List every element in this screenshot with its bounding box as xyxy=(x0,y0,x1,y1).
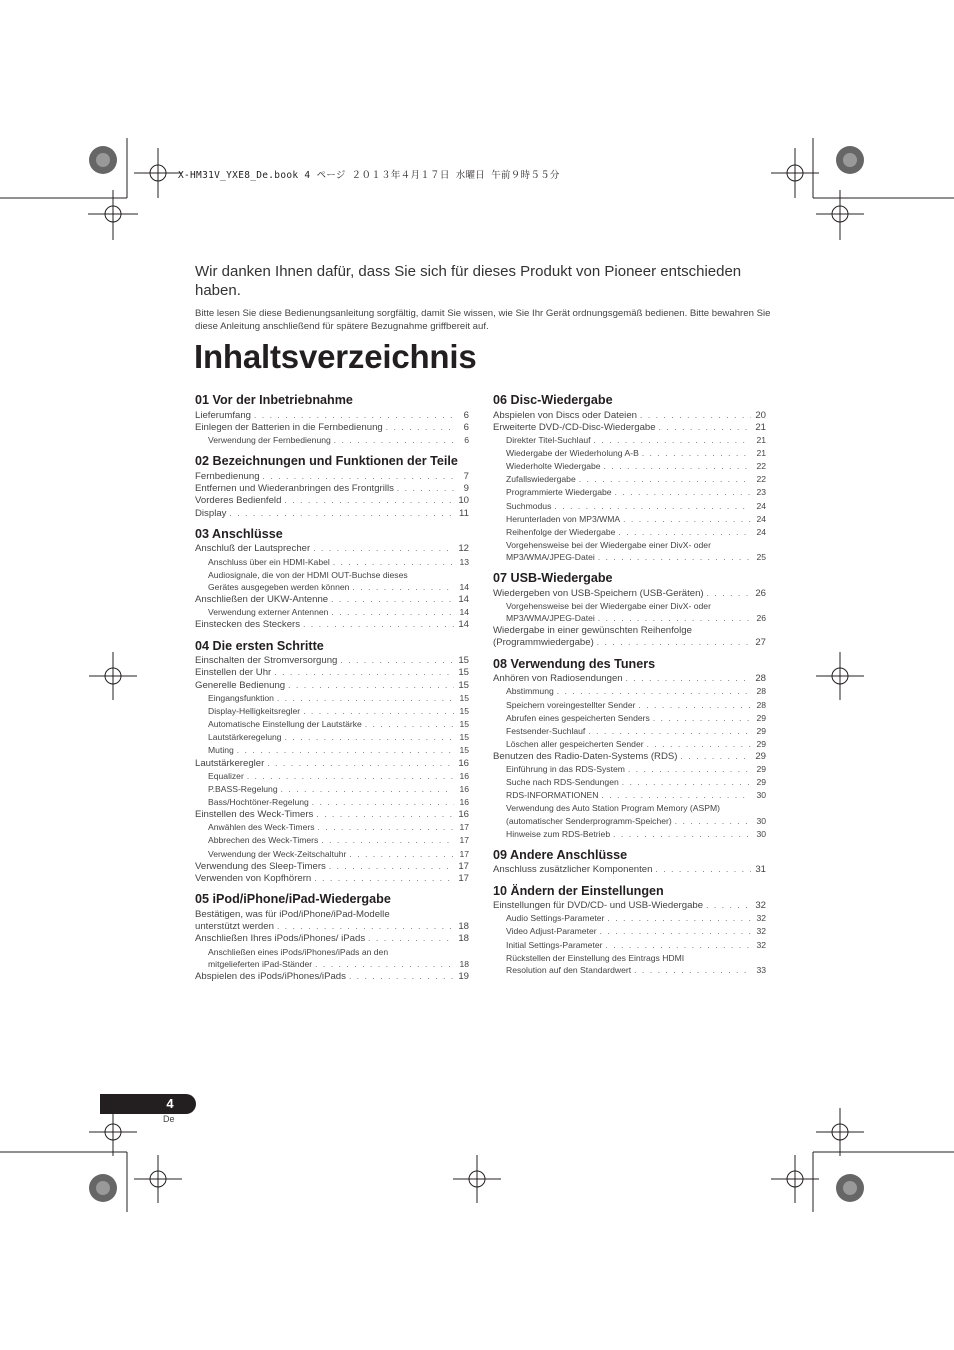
leader-dots xyxy=(237,745,454,757)
leader-dots xyxy=(653,713,751,725)
leader-dots xyxy=(554,501,751,513)
toc-entry-line: Wiedergabe in einer gewünschten Reihenfolge xyxy=(493,625,692,637)
toc-entry-title: Automatische Einstellung der Lautstärke xyxy=(208,719,362,730)
toc-page-number: 28 xyxy=(756,686,766,697)
toc-page-number: 23 xyxy=(756,487,766,498)
toc-entry-title: Suche nach RDS-Sendungen xyxy=(506,777,619,788)
toc-entry-title: Benutzen des Radio-Daten-Systems (RDS) xyxy=(493,750,678,762)
toc-entry-title: Lautstärkeregler xyxy=(195,757,265,769)
leader-dots xyxy=(605,940,751,952)
toc-subentry[interactable] xyxy=(195,848,469,861)
toc-page-number: 26 xyxy=(756,612,766,623)
toc-entry[interactable] xyxy=(195,809,469,821)
toc-entry-title: Programmierte Wiedergabe xyxy=(506,487,612,498)
toc-page-number: 22 xyxy=(756,474,766,485)
toc-entry-title: (automatischer Senderprogramm-Speicher) xyxy=(506,815,672,826)
toc-entry-line: Vorgehensweise bei der Wiedergabe einer DivX- oder xyxy=(506,539,711,550)
toc-entry[interactable] xyxy=(195,483,469,495)
toc-entry-title: Einstecken des Steckers xyxy=(195,619,301,631)
toc-entry-title: Equalizer xyxy=(208,770,244,781)
toc-page-number: 24 xyxy=(756,500,766,511)
section-title: 06 Disc-Wiedergabe xyxy=(493,393,613,407)
toc-page-number: 6 xyxy=(464,435,469,446)
leader-dots xyxy=(647,739,751,751)
leader-dots xyxy=(316,809,454,821)
toc-page-number: 21 xyxy=(756,448,766,459)
leader-dots xyxy=(675,816,751,828)
toc-subentry[interactable] xyxy=(195,434,469,447)
leader-dots xyxy=(318,822,454,834)
toc-entry-title: Muting xyxy=(208,745,234,756)
toc-subentry[interactable] xyxy=(493,939,766,952)
toc-entry-title: Resolution auf den Standardwert xyxy=(506,964,632,975)
toc-entry[interactable] xyxy=(493,751,766,763)
toc-entry[interactable] xyxy=(195,971,469,983)
leader-dots xyxy=(634,965,751,977)
toc-entry-line: Anschließen eines iPods/iPhones/iPads an den xyxy=(208,946,389,957)
toc-page-number: 17 xyxy=(459,835,469,846)
toc-page-number: 25 xyxy=(756,551,766,562)
section-title: 05 iPod/iPhone/iPad-Wiedergabe xyxy=(195,892,391,907)
toc-entry[interactable] xyxy=(493,864,766,876)
toc-entry[interactable] xyxy=(195,680,469,692)
toc-page-number: 16 xyxy=(458,757,469,769)
leader-dots xyxy=(303,706,454,718)
toc-entry-title: Initial Settings-Parameter xyxy=(506,939,603,950)
toc-entry-title: Anhören von Radiosendungen xyxy=(493,673,623,685)
leader-dots xyxy=(642,448,751,460)
leader-dots xyxy=(368,933,454,945)
toc-entry-title: Verwendung des Sleep-Timers xyxy=(195,860,326,872)
leader-dots xyxy=(623,514,751,526)
toc-page-number: 32 xyxy=(755,900,766,912)
toc-subentry[interactable] xyxy=(493,526,766,539)
toc-page-number: 19 xyxy=(458,970,469,982)
toc-entry-title: Fernbedienung xyxy=(195,470,260,482)
toc-subentry[interactable] xyxy=(493,738,766,751)
toc-page-number: 6 xyxy=(463,421,469,433)
toc-page-number: 21 xyxy=(755,421,766,433)
toc-subentry[interactable] xyxy=(493,434,766,447)
toc-page-number: 17 xyxy=(458,860,469,872)
toc-entry[interactable] xyxy=(195,758,469,770)
leader-dots xyxy=(277,693,454,705)
toc-subentry[interactable] xyxy=(493,513,766,526)
toc-entry-line: Verwendung des Auto Station Program Memory (ASPM) xyxy=(506,803,720,814)
toc-page-number: 14 xyxy=(458,593,469,605)
section-title: 07 USB-Wiedergabe xyxy=(493,571,613,586)
toc-page-number: 15 xyxy=(459,706,469,717)
toc-subentry[interactable] xyxy=(195,783,469,796)
leader-dots xyxy=(288,680,454,692)
toc-entry-title: Anschluss zusätzlicher Komponenten xyxy=(493,864,653,876)
leader-dots xyxy=(655,864,751,876)
toc-entry-title: Vorderes Bedienfeld xyxy=(195,495,282,507)
toc-entry-title: RDS-INFORMATIONEN xyxy=(506,790,599,801)
toc-page-number: 33 xyxy=(756,964,766,975)
leader-dots xyxy=(313,543,454,555)
leader-dots xyxy=(706,900,751,912)
toc-entry-title: Einstellen des Weck-Timers xyxy=(195,809,314,821)
toc-subentry[interactable] xyxy=(493,685,766,698)
toc-subentry[interactable] xyxy=(493,486,766,499)
toc-entry-title: Verwendung der Fernbedienung xyxy=(208,435,331,446)
toc-entry[interactable] xyxy=(493,588,766,600)
toc-entry-title: Direkter Titel-Suchlauf xyxy=(506,435,591,446)
leader-dots xyxy=(267,758,454,770)
toc-subentry[interactable] xyxy=(493,776,766,789)
toc-entry-title: Speichern voreingestellter Sender xyxy=(506,699,636,710)
toc-entry-title: Audio Settings-Parameter xyxy=(506,913,605,924)
print-header: X-HM31V_YXE8_De.book 4 ページ ２０１３年４月１７日 水曜日 午前９時５５分 xyxy=(178,170,560,181)
leader-dots xyxy=(607,913,751,925)
toc-entry-title: Abspielen des iPods/iPhones/iPads xyxy=(195,970,346,982)
toc-subentry[interactable] xyxy=(493,964,766,977)
leader-dots xyxy=(277,921,454,933)
leader-dots xyxy=(604,461,751,473)
toc-subentry[interactable] xyxy=(493,460,766,473)
toc-entry[interactable] xyxy=(195,422,469,434)
toc-subentry[interactable] xyxy=(493,815,766,828)
toc-entry-line: Vorgehensweise bei der Wiedergabe einer DivX- oder xyxy=(506,600,711,611)
leader-dots xyxy=(321,835,454,847)
toc-entry-title: unterstützt werden xyxy=(195,921,274,933)
leader-dots xyxy=(329,861,454,873)
toc-subentry[interactable] xyxy=(195,770,469,783)
toc-page-number: 32 xyxy=(756,913,766,924)
toc-page-number: 15 xyxy=(459,693,469,704)
leader-dots xyxy=(628,764,751,776)
leader-dots xyxy=(274,667,454,679)
toc-entry-title: Bass/Hochtöner-Regelung xyxy=(208,796,309,807)
toc-entry[interactable] xyxy=(195,594,469,606)
toc-entry-line: Bestätigen, was für iPod/iPhone/iPad-Modelle xyxy=(195,908,390,920)
toc-page-number: 16 xyxy=(459,796,469,807)
toc-entry-title: Abstimmung xyxy=(506,686,554,697)
leader-dots xyxy=(626,673,751,685)
toc-entry[interactable] xyxy=(493,637,766,649)
toc-subentry[interactable] xyxy=(493,712,766,725)
leader-dots xyxy=(397,483,454,495)
toc-right-column xyxy=(493,393,766,977)
toc-subentry[interactable] xyxy=(493,789,766,802)
toc-entry-title: Abspielen von Discs oder Dateien xyxy=(493,409,637,421)
leader-dots xyxy=(334,435,454,447)
intro-small-text: Bitte lesen Sie diese Bedienungsanleitung sorgfältig, damit Sie wissen, wie Sie Ihr Gerät ordnungsgemäß bedienen. Bitte bewahren Sie diese Anleitung anschließend für spätere Bezugnahme griffbereit auf. xyxy=(195,308,771,332)
leader-dots xyxy=(579,474,751,486)
leader-dots xyxy=(281,784,454,796)
toc-entry-title: Display-Helligkeitsregler xyxy=(208,706,301,717)
toc-page-number: 22 xyxy=(756,461,766,472)
toc-entry[interactable] xyxy=(493,900,766,912)
toc-page-number: 24 xyxy=(756,513,766,524)
section-title: 04 Die ersten Schritte xyxy=(195,638,324,653)
toc-entry[interactable] xyxy=(195,933,469,945)
toc-subentry[interactable] xyxy=(493,447,766,460)
leader-dots xyxy=(312,797,454,809)
toc-page-number: 14 xyxy=(458,619,469,631)
toc-entry[interactable] xyxy=(493,422,766,434)
toc-page-number: 18 xyxy=(458,933,469,945)
toc-subentry[interactable] xyxy=(493,725,766,738)
toc-page-number: 29 xyxy=(756,725,766,736)
section-title: 08 Verwendung des Tuners xyxy=(493,656,656,671)
leader-dots xyxy=(349,849,454,861)
toc-page-number: 15 xyxy=(458,655,469,667)
toc-subentry[interactable] xyxy=(493,912,766,925)
toc-entry[interactable] xyxy=(195,873,469,885)
leader-dots xyxy=(638,700,751,712)
toc-entry-title: Verwendung der Weck-Zeitschaltuhr xyxy=(208,848,347,859)
toc-page-number: 31 xyxy=(755,864,766,876)
toc-page-number: 16 xyxy=(459,770,469,781)
toc-subentry[interactable] xyxy=(195,731,469,744)
toc-entry-title: MP3/WMA/JPEG-Datei xyxy=(506,612,595,623)
leader-dots xyxy=(333,557,454,569)
toc-page-number: 17 xyxy=(459,822,469,833)
leader-dots xyxy=(263,471,454,483)
toc-entry[interactable] xyxy=(195,471,469,483)
toc-entry-title: Wiedergabe der Wiederholung A-B xyxy=(506,448,639,459)
leader-dots xyxy=(254,410,454,422)
leader-dots xyxy=(598,613,751,625)
toc-entry[interactable] xyxy=(493,673,766,685)
leader-dots xyxy=(557,686,751,698)
toc-entry[interactable] xyxy=(195,619,469,631)
leader-dots xyxy=(597,637,751,649)
toc-entry[interactable] xyxy=(195,861,469,873)
toc-entry-title: mitgelieferten iPad-Ständer xyxy=(208,958,313,969)
leader-dots xyxy=(349,971,454,983)
toc-entry-title: Gerätes ausgegeben werden können xyxy=(208,581,350,592)
toc-subentry[interactable] xyxy=(493,763,766,776)
leader-dots xyxy=(285,732,454,744)
toc-subentry[interactable] xyxy=(493,828,766,841)
leader-dots xyxy=(284,495,454,507)
toc-page-number: 26 xyxy=(755,587,766,599)
toc-entry-title: Festsender-Suchlauf xyxy=(506,725,586,736)
toc-subentry[interactable] xyxy=(493,699,766,712)
toc-entry-line: Rückstellen der Einstellung des Eintrags HDMI xyxy=(506,952,685,963)
toc-entry-title: Generelle Bedienung xyxy=(195,679,286,691)
toc-entry-title: Anwählen des Weck-Timers xyxy=(208,822,315,833)
leader-dots xyxy=(331,607,454,619)
toc-page-number: 14 xyxy=(459,581,469,592)
toc-subentry[interactable] xyxy=(195,606,469,619)
toc-entry-title: Display xyxy=(195,507,227,519)
toc-subentry[interactable] xyxy=(493,925,766,938)
toc-subentry[interactable] xyxy=(195,796,469,809)
section-title: 09 Andere Anschlüsse xyxy=(493,847,628,862)
leader-dots xyxy=(303,619,454,631)
toc-entry-title: Anschluss über ein HDMI-Kabel xyxy=(208,556,330,567)
toc-entry-title: Einstellungen für DVD/CD- und USB-Wiedergabe xyxy=(493,900,704,912)
toc-subentry[interactable] xyxy=(493,473,766,486)
toc-entry[interactable] xyxy=(195,667,469,679)
leader-dots xyxy=(386,422,454,434)
toc-entry[interactable] xyxy=(195,655,469,667)
toc-subentry[interactable] xyxy=(195,705,469,718)
leader-dots xyxy=(229,508,454,520)
leader-dots xyxy=(622,777,751,789)
toc-page-number: 29 xyxy=(756,764,766,775)
toc-subentry[interactable] xyxy=(493,612,766,625)
toc-page-number: 32 xyxy=(756,939,766,950)
leader-dots xyxy=(601,790,751,802)
leader-dots xyxy=(352,582,454,594)
leader-dots xyxy=(331,594,454,606)
toc-page-number: 15 xyxy=(459,745,469,756)
toc-entry[interactable] xyxy=(195,921,469,933)
toc-entry-title: Suchmodus xyxy=(506,500,552,511)
toc-entry-title: Anschließen Ihres iPods/iPhones/ iPads xyxy=(195,933,366,945)
toc-entry-title: Einlegen der Batterien in die Fernbedienung xyxy=(195,421,383,433)
toc-page-number: 30 xyxy=(756,790,766,801)
toc-entry-title: Einführung in das RDS-System xyxy=(506,764,625,775)
toc-entry-title: Verwendung externer Antennen xyxy=(208,607,329,618)
toc-page-number: 17 xyxy=(458,872,469,884)
toc-entry-title: Herunterladen von MP3/WMA xyxy=(506,513,621,524)
leader-dots xyxy=(615,487,751,499)
section-title: 10 Ändern der Einstellungen xyxy=(493,883,664,898)
toc-entry-title: Wiedergeben von USB-Speichern (USB-Geräten) xyxy=(493,587,704,599)
toc-page-number: 24 xyxy=(756,526,766,537)
toc-page-number: 11 xyxy=(459,507,469,519)
toc-subentry[interactable] xyxy=(195,744,469,757)
toc-page-number: 10 xyxy=(458,495,469,507)
toc-subentry[interactable] xyxy=(195,718,469,731)
toc-subentry[interactable] xyxy=(195,834,469,847)
starburst-tl xyxy=(89,146,117,174)
leader-dots xyxy=(613,829,751,841)
toc-subentry[interactable] xyxy=(493,551,766,564)
toc-subentry[interactable] xyxy=(493,500,766,513)
page-number-badge xyxy=(100,1094,196,1114)
toc-entry-title: Zufallswiedergabe xyxy=(506,474,576,485)
toc-entry-title: Video Adjust-Parameter xyxy=(506,926,597,937)
toc-entry-title: Anschluß der Lautsprecher xyxy=(195,543,311,555)
toc-entry-title: Lautstärkeregelung xyxy=(208,732,282,743)
leader-dots xyxy=(340,655,454,667)
toc-entry[interactable] xyxy=(195,508,469,520)
toc-subentry[interactable] xyxy=(195,958,469,971)
toc-page-number: 16 xyxy=(458,809,469,821)
leader-dots xyxy=(315,959,454,971)
toc-page-number: 12 xyxy=(458,543,469,555)
toc-page-number: 15 xyxy=(458,679,469,691)
toc-entry-title: MP3/WMA/JPEG-Datei xyxy=(506,551,595,562)
toc-entry-title: Wiederholte Wiedergabe xyxy=(506,461,601,472)
toc-entry-title: Erweiterte DVD-/CD-Disc-Wiedergabe xyxy=(493,421,656,433)
toc-page-number: 7 xyxy=(463,470,469,482)
toc-page-number: 28 xyxy=(756,699,766,710)
leader-dots xyxy=(594,435,751,447)
toc-page-number: 14 xyxy=(459,607,469,618)
toc-entry-title: Anschließen der UKW-Antenne xyxy=(195,593,329,605)
toc-page-number: 21 xyxy=(756,435,766,446)
toc-page-number: 9 xyxy=(463,482,469,494)
toc-entry[interactable] xyxy=(195,495,469,507)
page-title: Inhaltsverzeichnis xyxy=(194,338,477,375)
toc-entry-title: Hinweise zum RDS-Betrieb xyxy=(506,828,611,839)
leader-dots xyxy=(600,926,751,938)
leader-dots xyxy=(588,726,751,738)
leader-dots xyxy=(681,751,752,763)
toc-page-number: 15 xyxy=(458,667,469,679)
leader-dots xyxy=(314,873,454,885)
toc-entry-title: Eingangsfunktion xyxy=(208,693,274,704)
section-title: 02 Bezeichnungen und Funktionen der Teile xyxy=(195,454,458,469)
leader-dots xyxy=(707,588,751,600)
toc-page-number: 16 xyxy=(459,783,469,794)
toc-page-number: 27 xyxy=(755,637,766,649)
toc-page-number: 18 xyxy=(458,921,469,933)
toc-page-number: 15 xyxy=(459,732,469,743)
toc-subentry[interactable] xyxy=(195,556,469,569)
leader-dots xyxy=(640,410,751,422)
leader-dots xyxy=(618,527,751,539)
toc-page-number: 6 xyxy=(463,409,469,421)
toc-entry-title: Einschalten der Stromversorgung xyxy=(195,655,338,667)
toc-entry-title: P.BASS-Regelung xyxy=(208,783,278,794)
toc-subentry[interactable] xyxy=(195,821,469,834)
leader-dots xyxy=(247,771,454,783)
toc-page-number: 29 xyxy=(755,750,766,762)
toc-page-number: 29 xyxy=(756,738,766,749)
toc-entry-title: (Programmwiedergabe) xyxy=(493,637,594,649)
toc-left-column xyxy=(195,393,469,983)
toc-entry-title: Verwenden von Kopfhörern xyxy=(195,872,312,884)
leader-dots xyxy=(598,552,751,564)
section-title: 01 Vor der Inbetriebnahme xyxy=(195,393,353,407)
leader-dots xyxy=(365,719,454,731)
toc-page-number: 30 xyxy=(756,828,766,839)
page-language: De xyxy=(163,1114,175,1124)
toc-subentry[interactable] xyxy=(195,581,469,594)
toc-page-number: 17 xyxy=(459,848,469,859)
toc-entry-title: Lieferumfang xyxy=(195,409,251,421)
toc-page-number: 13 xyxy=(459,556,469,567)
toc-page-number: 32 xyxy=(756,926,766,937)
page-number: 4 xyxy=(166,1096,174,1111)
toc-entry-title: Abbrechen des Weck-Timers xyxy=(208,835,319,846)
toc-subentry[interactable] xyxy=(195,692,469,705)
toc-page-number: 29 xyxy=(756,777,766,788)
toc-entry[interactable] xyxy=(195,410,469,422)
section-title: 03 Anschlüsse xyxy=(195,526,283,541)
toc-entry-line: Audiosignale, die von der HDMI OUT-Buchse dieses xyxy=(208,569,408,580)
toc-page-number: 15 xyxy=(459,719,469,730)
toc-entry[interactable] xyxy=(195,543,469,555)
toc-entry[interactable] xyxy=(493,410,766,422)
toc-page-number: 29 xyxy=(756,712,766,723)
toc-page-number: 20 xyxy=(755,409,766,421)
toc-page-number: 18 xyxy=(459,958,469,969)
toc-page-number: 28 xyxy=(755,673,766,685)
toc-entry-title: Löschen aller gespeicherten Sender xyxy=(506,738,644,749)
toc-entry-title: Reihenfolge der Wiedergabe xyxy=(506,526,616,537)
toc-entry-title: Einstellen der Uhr xyxy=(195,667,272,679)
toc-entry-title: Abrufen eines gespeicherten Senders xyxy=(506,712,650,723)
leader-dots xyxy=(659,422,751,434)
toc-page-number: 30 xyxy=(756,815,766,826)
intro-text: Wir danken Ihnen dafür, dass Sie sich für dieses Produkt von Pioneer entschieden haben. xyxy=(195,263,742,299)
toc-entry-title: Entfernen und Wiederanbringen des Frontgrills xyxy=(195,482,394,494)
